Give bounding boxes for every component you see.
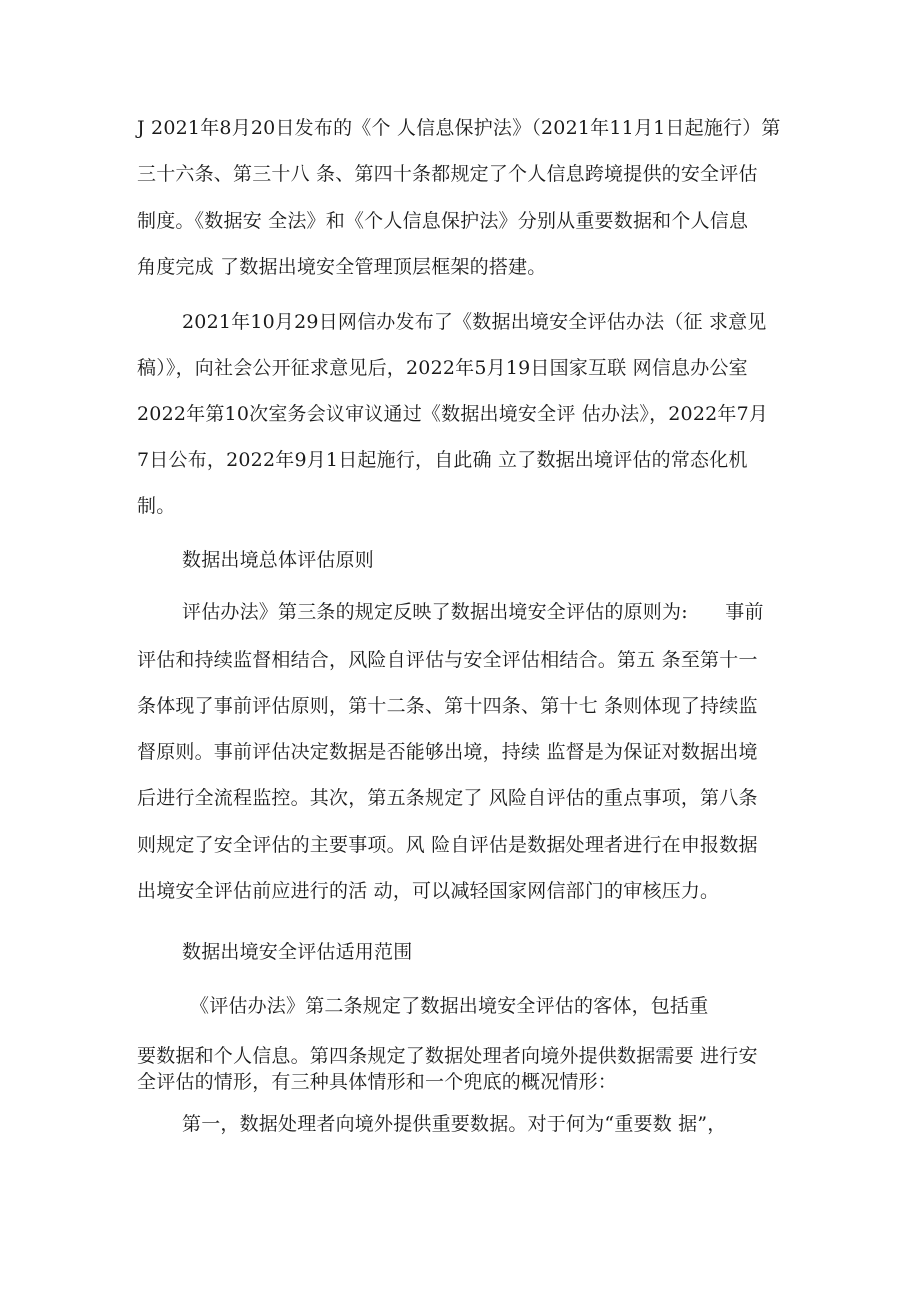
text-line: 2021年10月29日网信办发布了《数据出境安全评估办法（征 求意见 — [182, 311, 767, 333]
text-line: 稿）》，向社会公开征求意见后，2022年5月19日国家互联 网信息办公室 — [137, 357, 748, 379]
text-line: 制度。《数据安 全法》和《个人信息保护法》分别从重要数据和个人信息 — [137, 210, 749, 232]
text-line: 制。 — [137, 495, 176, 517]
section-heading: 数据出境总体评估原则 — [182, 549, 375, 571]
text-line: 评估和持续监督相结合，风险自评估与安全评估相结合。第五 条至第十一 — [137, 649, 758, 671]
text-line: J 2021年8月20日发布的《个 人信息保护法》（2021年11月1日起施行）第 — [137, 117, 781, 139]
text-line: 出境安全评估前应进行的活 动，可以减轻国家网信部门的审核压力。 — [137, 880, 720, 902]
text-line: 角度完成 了数据出境安全管理顶层框架的搭建。 — [137, 256, 547, 278]
text-line: 三十六条、第三十八 条、第四十条都规定了个人信息跨境提供的安全评估 — [137, 163, 758, 185]
section-heading: 数据出境安全评估适用范围 — [182, 941, 413, 963]
text-line: 要数据和个人信息。第四条规定了数据处理者向境外提供数据需要 进行安 — [137, 1045, 758, 1067]
text-line: 则规定了安全评估的主要事项。风 险自评估是数据处理者进行在申报数据 — [137, 834, 758, 856]
text-line: 7日公布，2022年9月1日起施行，自此确 立了数据出境评估的常态化机 — [137, 449, 748, 471]
text-line: 条体现了事前评估原则，第十二条、第十四条、第十七 条则体现了持续监 — [137, 695, 758, 717]
text-line: 督原则。事前评估决定数据是否能够出境，持续 监督是为保证对数据出境 — [137, 741, 758, 763]
text-line: 评估办法》第三条的规定反映了数据出境安全评估的原则为: 事前 — [182, 601, 764, 623]
text-line: 2022年第10次室务会议审议通过《数据出境安全评 估办法》，2022年7月 — [137, 403, 769, 425]
text-line: 全评估的情形，有三种具体情形和一个兜底的概况情形： — [137, 1071, 618, 1093]
text-line: 《评估办法》第二条规定了数据出境安全评估的客体，包括重 — [190, 995, 709, 1017]
text-line: 第一，数据处理者向境外提供重要数据。对于何为“重要数 据”， — [182, 1113, 727, 1135]
text-line: 后进行全流程监控。其次，第五条规定了 风险自评估的重点事项，第八条 — [137, 787, 758, 809]
